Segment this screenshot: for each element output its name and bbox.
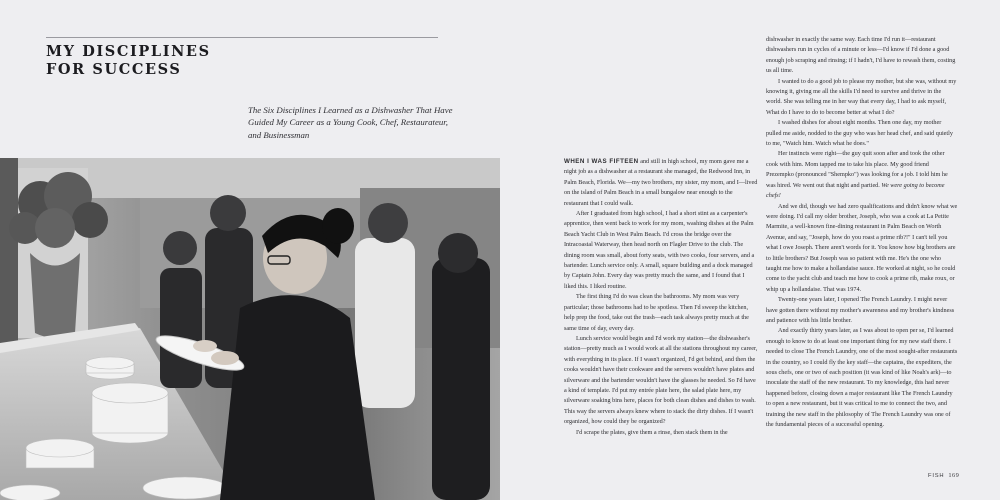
chapter-title — [46, 43, 406, 78]
body-column-2 — [766, 35, 958, 430]
paragraph-9-italic: We were going to become chefs! — [766, 181, 945, 200]
paragraph-9-text: Her instincts were right—the guy quit soon after and took the other cook with him. Mom tapped me to take his place. My good friend Prezempko (pronounced "Shempko") was looking for a job. I told him he was hired. We went out that night and partied. — [766, 150, 948, 189]
paragraph-1 — [564, 157, 758, 209]
paragraph-5: I'd scrape the plates, give them a rinse, then stack them in the — [576, 428, 728, 436]
page-folio — [928, 472, 959, 479]
chapter-subtitle: The Six Disciplines I Learned as a Dishwasher That Have Guided My Career as a Young Cook, Chef, Restaurateur, and Businessman — [248, 105, 453, 140]
paragraph-10: And we did, though we had zero qualifications and didn't know what we were doing. I'd call my older brother, Joseph, who was a cook at La Petite Marmite, a well-known fine-dining restaurant in Palm Beach on Worth Avenue, and say, "Joseph, how do you roast a prime rib?!" I can't tell you what I owe Joseph. There aren't words for it. You know how big brothers are to little brothers? But Joseph was so patient with me. He's the one who taught me how to make a hollandaise sauce. He worked at night, so he could come to the yacht club and teach me how to cook a prime rib, make roux, or whip up a hollandaise. That was 1974. — [766, 202, 958, 293]
paragraph-8: I washed dishes for about eight months. Then one day, my mother pulled me aside, nodded to the guy who was her head chef, and said quietly to me, "Watch him. Watch what he does." — [766, 119, 953, 148]
body-column-1 — [564, 157, 758, 438]
chapter-title-line-1: MY DISCIPLINES — [46, 43, 211, 60]
kitchen-photo — [0, 158, 500, 500]
paragraph-3: The first thing I'd do was clean the bathrooms. My mom was very particular; those bathrooms had to be spotless. Then I'd sweep the kitchen, help prep the food, take out the trash—each task always pretty much at the same time of day, every day. — [564, 293, 749, 332]
paragraph-11: Twenty-one years later, I opened The French Laundry. I might never have gotten there without my mother's awareness and my brother's kindness and patience with his little brother. — [766, 296, 955, 324]
opening-words: WHEN I WAS FIFTEEN — [564, 158, 639, 165]
title-rule — [46, 37, 438, 38]
kitchen-photo-illustration — [0, 158, 500, 500]
paragraph-1-text: and still in high school, my mom gave me a night job as a dishwasher at a restaurant she managed, the Redwood Inn, in Palm Beach, Florida. We—my two brothers, my sister, my mom, and I—lived on the island of Palm Beach in a small bungalow near enough to the restaurant that I could walk. — [564, 158, 758, 207]
chapter-title-line-2: FOR SUCCESS — [46, 60, 182, 78]
page-number: 169 — [948, 472, 960, 479]
paragraph-2: After I graduated from high school, I had a short stint as a carpenter's apprentice, then went back to work for my mom, washing dishes at the Palm Beach Yacht Club in West Palm Beach. I'd cross the bridge over the Intracoastal Waterway, then head north on Flagler Drive to the club. The dining room was small, about forty seats, with two cooks, four servers, and a bartender. Lunch service only. A small, square building and a dock managed by Captain John. Every day was pretty much the same, and I found that I liked this. I liked routine. — [564, 210, 755, 290]
paragraph-7: I wanted to do a good job to please my mother, but she was, without my knowing it, giving me all the skills I'd need to survive and thrive in the world. She was telling me in her way that every day, I had to ask myself, What do I have to do to become better at what I do? — [766, 77, 957, 116]
paragraph-9 — [766, 149, 958, 201]
running-section: FISH — [928, 473, 945, 479]
paragraph-6: dishwasher in exactly the same way. Each time I'd run it—restaurant dishwashers run in cycles of a minute or less—I'd know if I'd done a good enough job scraping and rinsing; if I hadn't, I'd have to rewash them, costing us all time. — [766, 36, 956, 75]
paragraph-12: And exactly thirty years later, as I was about to open per se, I'd learned enough to know to do at least one important thing for my new staff there. I needed to close The French Laundry, one of the most sought-after restaurants in the country, so I could fly the key staff—the captains, the expediters, the sous chefs, one or two of each position (it was kind of like Noah's ark)—to inoculate the staff of the new restaurant. To my knowledge, this had never happened before, closing down a major restaurant like The French Laundry to open a new restaurant, but it was critical to me to connect the two, and training the new staff in the philosophy of The French Laundry was one of the fundamental pieces of a successful opening. — [766, 327, 958, 429]
paragraph-4: Lunch service would begin and I'd work my station—the dishwasher's station—pretty much as I would work at all the stations throughout my career, with everything in its place. If I wasn't organized, I'd get behind, and then the cooks wouldn't have their cookware and the servers wouldn't have plates and silverware and the bartender wouldn't have the glasses he needed. So I'd have a kind of template. I'd put my entrée plate here, the salad plate here, my silverware soaking bins here, places for both clean dishes and dishes to wash. This way the servers always knew where to stack the dirty dishes. If I wasn't organized, how could they be organized? — [564, 334, 758, 426]
